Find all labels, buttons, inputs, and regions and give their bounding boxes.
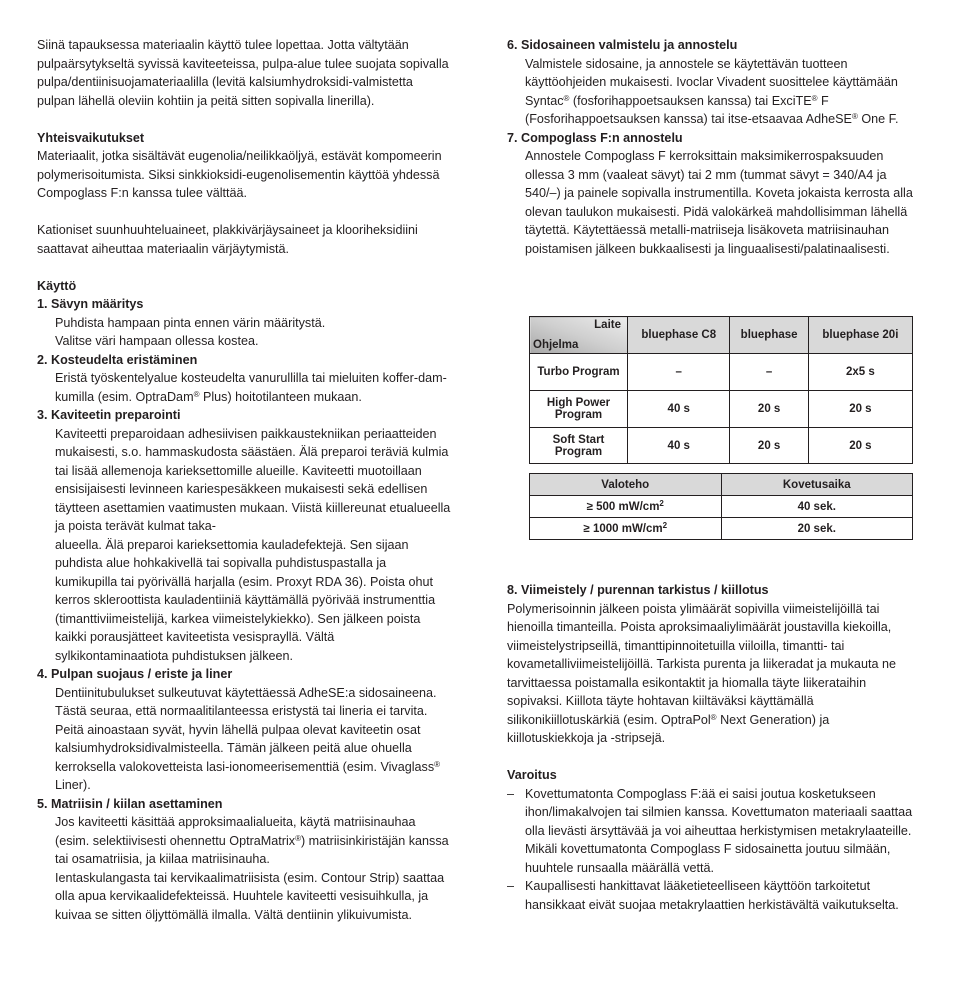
step-5-text-c: Ientaskulangasta tai kervikaalimatriisista (esim. Contour Strip) saattaa olla apua kervikaalidefekteissä. Huuhtele kaviteetti vesisuihkulla, ja kuivaa se sitten öljyttömällä ilmalla. Vältä dentiinin ylikuivumista. xyxy=(55,870,445,922)
corner-label-program: Ohjelma xyxy=(533,339,579,351)
curing-time: – xyxy=(730,354,808,391)
step-1-title: 1. Sävyn määritys xyxy=(37,297,144,311)
intensity-value: ≥ 500 $mW/cm^2$ xyxy=(530,496,722,518)
light-intensity-table xyxy=(529,473,913,540)
time-header: Kovetusaika xyxy=(721,474,913,496)
step-1-line-2: Valitse väri hampaan ollessa kostea. xyxy=(55,334,259,348)
intensity-value: ≥ 1000 $mW/cm^2$ xyxy=(530,518,722,540)
left-column xyxy=(37,36,451,924)
right-column-top xyxy=(507,36,919,258)
table-row xyxy=(530,391,913,428)
table-row xyxy=(530,496,913,518)
intro-paragraph: Siinä tapauksessa materiaalin käyttö tulee lopettaa. Jotta vältytään pulpaärsytykseltä syvissä kaviteeteissa, pulpa-alue tulee suojata sopivalla pulpa/dentiinisuojamateriaalilla (levitä kalsiumhydroksidi-valmistetta pulpan lähellä oleviin kohtiin ja peitä sitten sopivalla linerilla). xyxy=(37,38,449,108)
section-title-yhteisvaikutukset: Yhteisvaikutukset xyxy=(37,130,145,145)
step-7-title: 7. Compoglass F:n annostelu xyxy=(507,130,683,145)
curing-time: 20 sek. xyxy=(721,518,913,540)
step-1-line-1: Puhdista hampaan pinta ennen värin määritystä. xyxy=(55,315,326,330)
program-name: High Power Program xyxy=(530,391,628,428)
yhteisvaikutukset-paragraph-1: Materiaalit, jotka sisältävät eugenolia/neilikkaöljyä, estävät kompomeerin polymerisoitumista. Siksi sinkkioksidi-eugenolisementin käyttöä yhdessä Compoglass F:n kanssa tulee välttää. xyxy=(37,149,442,200)
curing-time: 20 s xyxy=(808,391,912,428)
step-5-title: 5. Matriisin / kiilan asettaminen xyxy=(37,796,223,811)
warning-item: – Kovettumatonta Compoglass F:ää ei saisi joutua kosketukseen ihon/limakalvojen tai silmien kanssa. Kovettumaton materiaali saattaa olla lievästi ärsyttävää ja voi aiheuttaa herkistymisen metakrylaateille. Mikäli kovettumatonta Compoglass F sidosainetta joutuu silmään, huuhtele runsaalla määrällä vettä. xyxy=(507,786,913,875)
yhteisvaikutukset-paragraph-2: Kationiset suunhuuhteluaineet, plakkivärjäysaineet ja klooriheksidiini saattavat aiheuttaa materiaalin värjäytymistä. xyxy=(37,223,418,256)
device-header: bluephase C8 xyxy=(628,317,730,354)
table-row xyxy=(530,518,913,540)
step-6-text: Valmistele sidosaine, ja annostele se käytettävän tuotteen käyttöohjeiden mukaisesti. Ivoclar Vivadent suosittelee käyttämään Syntac® (fosforihappoetsauksen kanssa) tai ExciTE® F (Fosforihappoetsauksen kanssa) tai itse-etsaavaa AdheSE® One F. xyxy=(525,56,899,126)
step-4-text: Dentiinitubulukset sulkeutuvat käytettäessä AdheSE:a sidosaineena. Tästä seuraa, että normaalitilanteessa eristystä tai lineria ei tarvita. Peitä ainoastaan syvät, hyvin lähellä pulpaa olevat kaviteetin osat kalsiumhydroksidivalmisteella. Tämän jälkeen peitä alue ohuella kerroksella valokovetteista lasi-ionomeerisementtiä (esim. Vivaglass® Liner). xyxy=(55,685,441,792)
step-8-title: 8. Viimeistely / purennan tarkistus / kiillotus xyxy=(507,583,769,597)
device-header: bluephase 20i xyxy=(808,317,912,354)
step-3-text-a: Kaviteetti preparoidaan adhesiivisen paikkaustekniikan periaatteiden mukaisesti, s.o. hammaskudosta säästäen. Älä preparoi teräviä kulmia tai lisää allemenoja karieksettomille alueille. Kaviteetti muotoillaan ensisijaisesti levinneen kariespesäkkeen mukaisesti sekä edellisen täytteen asettamien vaatimusten mukaan. Viistä kiillereunat etualueella ja poista terävät kulmat taka- xyxy=(55,426,451,533)
step-2-text: Eristä työskentelyalue kosteudelta vanurullilla tai mieluiten koffer-dam-kumilla (esim. OptraDam® Plus) hoitotilanteen mukaan. xyxy=(55,371,447,404)
intensity-header: Valoteho xyxy=(530,474,722,496)
curing-time: 20 s xyxy=(730,428,808,464)
program-name: Turbo Program xyxy=(530,354,628,391)
step-5-text-a: Jos kaviteetti käsittää approksimaalialueita, käytä matriisinauhaa (esim. selektiivisesti ohennettu OptraMatrix®) matriisinkiristäjän kanssa tai osamatriisia, ja kiilaa matriisinauha. xyxy=(55,815,449,866)
curing-time: 40 s xyxy=(628,428,730,464)
section-title-kaytto: Käyttö xyxy=(37,278,77,293)
step-3-text-b: alueella. Älä preparoi karieksettomia kauladefektejä. Sen sijaan puhdista alue hohkakivellä tai sopivalla puhdistuspastalla ja kumikupilla tai pyörivällä harjalla (esim. Proxyt RDA 36). Poista ohut kerros skleroottista kauladentiiniä käyttämällä pyörivää instrumenttia (timanttiviimeistelijä, karkea viimeistelykiekko). Sen jälkeen poista kaikki porausjätteet kaviteetista vesisprayllä. Vältä sylkikontaminaatiota puhdistuksen jälkeen. xyxy=(55,537,436,663)
table-corner-cell xyxy=(530,317,628,354)
table-row xyxy=(530,354,913,391)
step-3-title: 3. Kaviteetin preparointi xyxy=(37,408,181,422)
device-header: bluephase xyxy=(730,317,808,354)
curing-program-table xyxy=(529,316,913,464)
section-title-varoitus: Varoitus xyxy=(507,768,557,782)
curing-time: – xyxy=(628,354,730,391)
step-7-text: Annostele Compoglass F kerroksittain maksimikerrospaksuuden ollessa 3 mm (vaaleat sävyt) tai 2 mm (tummat sävyt = 340/A4 ja 540/–) ja painele sopivalla instrumentilla. Koveta jokaista kerrosta alla olevan taulukon mukaisesti. Pidä valokärkeä mahdollisimman lähellä täytettä. Käytettäessä metalli-matriiseja lisäkoveta matriisinauhan poistamisen jälkeen bukkaalisesti ja linguaalisesti/palatinaalisesti. xyxy=(525,149,913,256)
curing-time: 20 s xyxy=(730,391,808,428)
warning-item: – Kaupallisesti hankittavat lääketieteelliseen käyttöön tarkoitetut hansikkaat eivät suojaa metakrylaattien herkistävältä vaikutukselta. xyxy=(507,879,899,912)
curing-time: 20 s xyxy=(808,428,912,464)
curing-time: 40 sek. xyxy=(721,496,913,518)
table-row xyxy=(530,428,913,464)
right-column-bottom xyxy=(507,581,919,914)
program-name: Soft Start Program xyxy=(530,428,628,464)
step-2-title: 2. Kosteudelta eristäminen xyxy=(37,352,198,367)
curing-time: 2x5 s xyxy=(808,354,912,391)
step-6-title: 6. Sidosaineen valmistelu ja annostelu xyxy=(507,38,738,52)
step-8-text: Polymerisoinnin jälkeen poista ylimäärät sopivilla viimeistelijöillä tai hienoilla timanteilla. Poista aproksimaaliylimäärät joustavilla kiekoilla, viimeistelystripseillä, timanttipinnoitetuilla viiloilla, timantti- tai kovametalliviimeistelijöillä. Tarkista purenta ja liikeradat ja mukauta ne tarvittaessa poistamalla esikontaktit ja hiomalla täyte liikerataihin sopivaksi. Kiillota täyte hohtavan kiiltäväksi käyttämällä silikonikiillotuskärkiä (esim. OptraPol® Next Generation) ja kiillotuskiekkoja ja -stripsejä. xyxy=(507,601,896,745)
step-4-title: 4. Pulpan suojaus / eriste ja liner xyxy=(37,667,233,681)
corner-label-device: Laite xyxy=(594,319,621,331)
curing-time: 40 s xyxy=(628,391,730,428)
